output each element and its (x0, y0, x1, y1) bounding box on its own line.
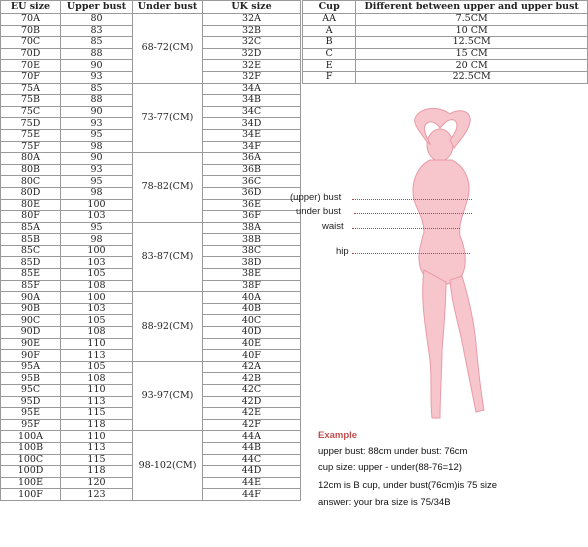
upper-bust-cell: 105 (61, 361, 133, 373)
example-line-3: 12cm is B cup, under bust(76cm)is 75 size (318, 480, 497, 491)
cup-row (303, 25, 588, 37)
uk-size-cell: 32D (203, 48, 301, 60)
uk-size-cell: 34B (203, 95, 301, 107)
upper-bust-cell: 93 (61, 164, 133, 176)
uk-size-cell: 40E (203, 338, 301, 350)
eu-size-cell: 75D (1, 118, 61, 130)
example-title: Example (318, 430, 358, 441)
eu-size-cell: 90F (1, 350, 61, 362)
size-row (1, 83, 301, 95)
uk-size-cell: 44E (203, 477, 301, 489)
eu-size-cell: 80B (1, 164, 61, 176)
size-row (1, 361, 301, 373)
uk-size-cell: 38B (203, 234, 301, 246)
size-row (1, 292, 301, 304)
difference-cell: 7.5CM (356, 14, 588, 26)
difference-cell: 15 CM (356, 48, 588, 60)
eu-size-cell: 90E (1, 338, 61, 350)
eu-size-cell: 70B (1, 25, 61, 37)
upper-bust-cell: 110 (61, 385, 133, 397)
upper-bust-cell: 100 (61, 245, 133, 257)
eu-size-cell: 70A (1, 14, 61, 26)
upper-bust-cell: 98 (61, 141, 133, 153)
under-bust-cell: 78-82(CM) (133, 153, 203, 223)
upper-bust-cell: 98 (61, 234, 133, 246)
eu-size-cell: 80E (1, 199, 61, 211)
eu-size-cell: 80D (1, 187, 61, 199)
uk-size-cell: 44C (203, 454, 301, 466)
upper-bust-cell: 105 (61, 315, 133, 327)
eu-size-cell: 100F (1, 489, 61, 501)
upper-bust-cell: 108 (61, 327, 133, 339)
uk-size-cell: 40B (203, 303, 301, 315)
upper-bust-cell: 100 (61, 199, 133, 211)
uk-size-cell: 32C (203, 37, 301, 49)
under-bust-cell: 73-77(CM) (133, 83, 203, 153)
example-line-4: answer: your bra size is 75/34B (318, 497, 451, 508)
eu-size-cell: 95F (1, 419, 61, 431)
upper-bust-cell: 113 (61, 396, 133, 408)
eu-size-cell: 70C (1, 37, 61, 49)
size-table (0, 0, 301, 501)
upper-bust-cell: 100 (61, 292, 133, 304)
example-line-2: cup size: upper - under(88-76=12) (318, 462, 462, 473)
cup-row (303, 71, 588, 83)
eu-size-cell: 75B (1, 95, 61, 107)
eu-size-cell: 100E (1, 477, 61, 489)
cup-table (302, 0, 588, 84)
cup-cell: A (303, 25, 356, 37)
difference-cell: 22.5CM (356, 71, 588, 83)
uk-size-cell: 38D (203, 257, 301, 269)
eu-size-cell: 85C (1, 245, 61, 257)
cup-table-header (303, 1, 588, 14)
uk-size-cell: 34D (203, 118, 301, 130)
upper-bust-cell: 110 (61, 338, 133, 350)
difference-cell: 20 CM (356, 60, 588, 72)
upper-bust-cell: 93 (61, 118, 133, 130)
uk-size-cell: 36E (203, 199, 301, 211)
difference-cell: 10 CM (356, 25, 588, 37)
eu-size-cell: 95C (1, 385, 61, 397)
under-bust-cell: 83-87(CM) (133, 222, 203, 292)
eu-size-cell: 75E (1, 129, 61, 141)
difference-cell: 12.5CM (356, 37, 588, 49)
cup-row (303, 14, 588, 26)
cup-row (303, 48, 588, 60)
eu-size-cell: 95B (1, 373, 61, 385)
upper-bust-cell: 103 (61, 211, 133, 223)
uk-size-cell: 38C (203, 245, 301, 257)
header-eu-size: EU size (1, 1, 61, 14)
eu-size-cell: 70F (1, 71, 61, 83)
eu-size-cell: 85D (1, 257, 61, 269)
under-bust-cell: 88-92(CM) (133, 292, 203, 362)
uk-size-cell: 36B (203, 164, 301, 176)
uk-size-cell: 32B (203, 25, 301, 37)
header-uk-size: UK size (203, 1, 301, 14)
uk-size-cell: 40F (203, 350, 301, 362)
upper-bust-cell: 88 (61, 48, 133, 60)
cup-cell: E (303, 60, 356, 72)
eu-size-cell: 75A (1, 83, 61, 95)
uk-size-cell: 44D (203, 466, 301, 478)
eu-size-cell: 75C (1, 106, 61, 118)
upper-bust-cell: 120 (61, 477, 133, 489)
upper-bust-cell: 105 (61, 269, 133, 281)
upper-bust-cell: 90 (61, 106, 133, 118)
header-upper-bust: Upper bust (61, 1, 133, 14)
upper-bust-cell: 90 (61, 153, 133, 165)
upper-bust-cell: 83 (61, 25, 133, 37)
cup-cell: AA (303, 14, 356, 26)
uk-size-cell: 42E (203, 408, 301, 420)
upper-bust-cell: 103 (61, 303, 133, 315)
eu-size-cell: 100B (1, 442, 61, 454)
header-under-bust: Under bust (133, 1, 203, 14)
upper-bust-cell: 108 (61, 280, 133, 292)
eu-size-cell: 100D (1, 466, 61, 478)
guide-waist (352, 228, 460, 229)
upper-bust-cell: 98 (61, 187, 133, 199)
example-line-1: upper bust: 88cm under bust: 76cm (318, 446, 468, 457)
cup-row (303, 60, 588, 72)
uk-size-cell: 44A (203, 431, 301, 443)
eu-size-cell: 85B (1, 234, 61, 246)
uk-size-cell: 36F (203, 211, 301, 223)
guide-hip (352, 253, 470, 254)
upper-bust-cell: 115 (61, 408, 133, 420)
eu-size-cell: 100A (1, 431, 61, 443)
upper-bust-cell: 80 (61, 14, 133, 26)
size-row (1, 222, 301, 234)
upper-bust-cell: 95 (61, 222, 133, 234)
eu-size-cell: 95D (1, 396, 61, 408)
label-upper-bust: (upper) bust (290, 192, 342, 203)
label-hip: hip (336, 246, 349, 257)
eu-size-cell: 85E (1, 269, 61, 281)
uk-size-cell: 32F (203, 71, 301, 83)
upper-bust-cell: 118 (61, 466, 133, 478)
guide-upper-bust (352, 199, 472, 200)
upper-bust-cell: 95 (61, 176, 133, 188)
cup-cell: C (303, 48, 356, 60)
uk-size-cell: 32A (203, 14, 301, 26)
uk-size-cell: 42C (203, 385, 301, 397)
cup-cell: F (303, 71, 356, 83)
eu-size-cell: 95A (1, 361, 61, 373)
uk-size-cell: 42A (203, 361, 301, 373)
eu-size-cell: 80F (1, 211, 61, 223)
label-under-bust: under bust (296, 206, 341, 217)
size-row (1, 14, 301, 26)
size-table-header (1, 1, 301, 14)
uk-size-cell: 40D (203, 327, 301, 339)
uk-size-cell: 42F (203, 419, 301, 431)
upper-bust-cell: 93 (61, 71, 133, 83)
cup-row (303, 37, 588, 49)
eu-size-cell: 70D (1, 48, 61, 60)
uk-size-cell: 40A (203, 292, 301, 304)
label-waist: waist (322, 221, 344, 232)
uk-size-cell: 34F (203, 141, 301, 153)
uk-size-cell: 36A (203, 153, 301, 165)
upper-bust-cell: 115 (61, 454, 133, 466)
eu-size-cell: 95E (1, 408, 61, 420)
eu-size-cell: 90D (1, 327, 61, 339)
upper-bust-cell: 108 (61, 373, 133, 385)
guide-under-bust (354, 213, 472, 214)
upper-bust-cell: 88 (61, 95, 133, 107)
eu-size-cell: 85F (1, 280, 61, 292)
uk-size-cell: 42D (203, 396, 301, 408)
uk-size-cell: 44B (203, 442, 301, 454)
header-cup: Cup (303, 1, 356, 14)
size-row (1, 431, 301, 443)
uk-size-cell: 44F (203, 489, 301, 501)
upper-bust-cell: 90 (61, 60, 133, 72)
uk-size-cell: 38E (203, 269, 301, 281)
uk-size-cell: 34E (203, 129, 301, 141)
uk-size-cell: 40C (203, 315, 301, 327)
eu-size-cell: 90A (1, 292, 61, 304)
eu-size-cell: 70E (1, 60, 61, 72)
cup-table-body (303, 14, 588, 84)
uk-size-cell: 42B (203, 373, 301, 385)
upper-bust-cell: 123 (61, 489, 133, 501)
under-bust-cell: 93-97(CM) (133, 361, 203, 431)
eu-size-cell: 80A (1, 153, 61, 165)
uk-size-cell: 32E (203, 60, 301, 72)
eu-size-cell: 85A (1, 222, 61, 234)
eu-size-cell: 75F (1, 141, 61, 153)
eu-size-cell: 100C (1, 454, 61, 466)
upper-bust-cell: 85 (61, 83, 133, 95)
upper-bust-cell: 85 (61, 37, 133, 49)
eu-size-cell: 80C (1, 176, 61, 188)
upper-bust-cell: 110 (61, 431, 133, 443)
size-table-body (1, 14, 301, 501)
upper-bust-cell: 113 (61, 350, 133, 362)
cup-cell: B (303, 37, 356, 49)
upper-bust-cell: 113 (61, 442, 133, 454)
uk-size-cell: 36C (203, 176, 301, 188)
upper-bust-cell: 95 (61, 129, 133, 141)
uk-size-cell: 34C (203, 106, 301, 118)
body-silhouette-illustration (380, 100, 510, 430)
upper-bust-cell: 103 (61, 257, 133, 269)
upper-bust-cell: 118 (61, 419, 133, 431)
under-bust-cell: 68-72(CM) (133, 14, 203, 84)
uk-size-cell: 36D (203, 187, 301, 199)
uk-size-cell: 38F (203, 280, 301, 292)
header-difference: Different between upper and upper bust (356, 1, 588, 14)
uk-size-cell: 38A (203, 222, 301, 234)
size-row (1, 153, 301, 165)
uk-size-cell: 34A (203, 83, 301, 95)
eu-size-cell: 90B (1, 303, 61, 315)
eu-size-cell: 90C (1, 315, 61, 327)
under-bust-cell: 98-102(CM) (133, 431, 203, 501)
